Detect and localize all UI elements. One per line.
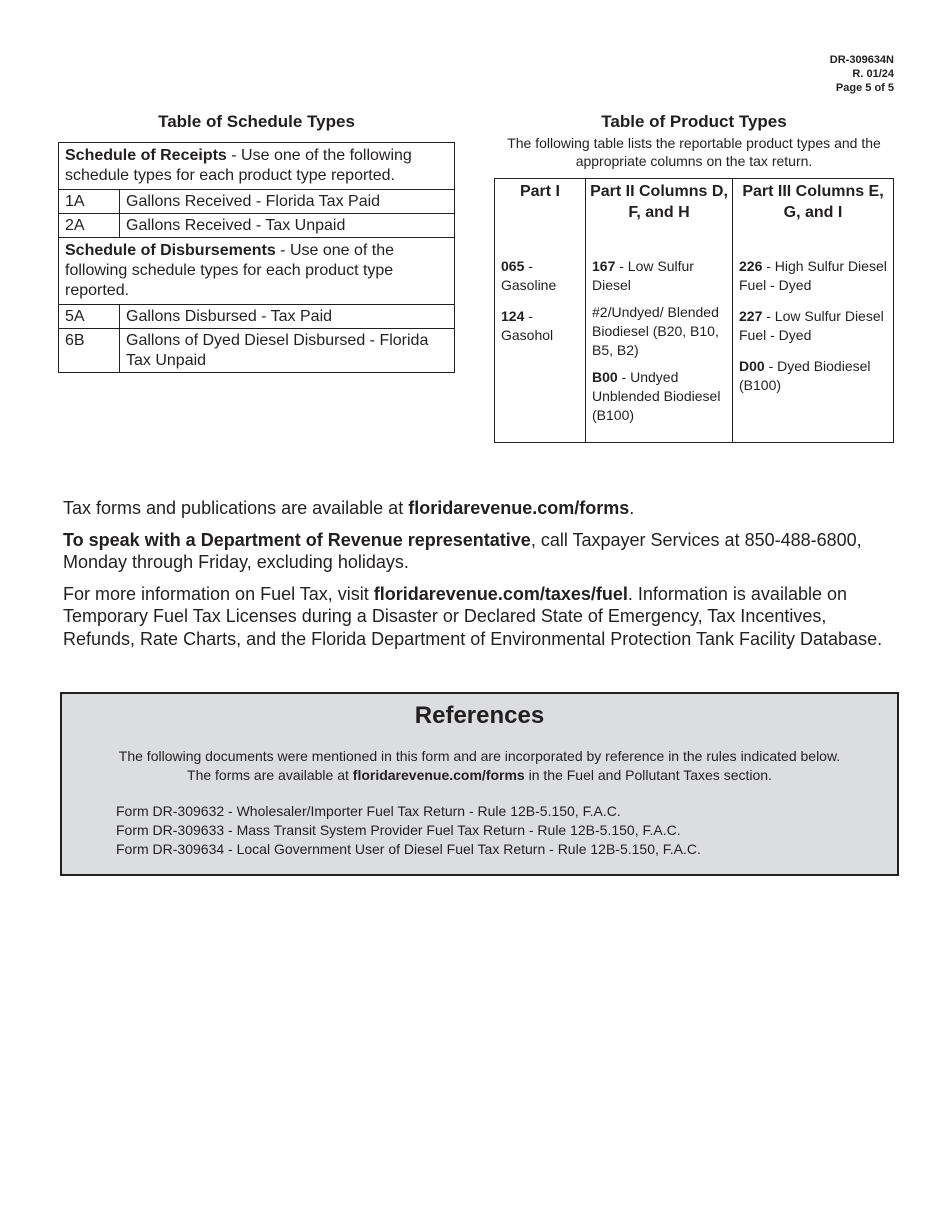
schedule-types-title: Table of Schedule Types — [158, 112, 355, 131]
schedule-description: Gallons Disbursed - Tax Paid — [120, 305, 455, 329]
product-item — [501, 307, 579, 345]
references-intro-line1: The following documents were mentioned in this form and are incorporated by reference in the rules indicated below. — [118, 748, 841, 764]
list-item: Form DR-309632 - Wholesaler/Importer Fuel Tax Return - Rule 12B-5.150, F.A.C. — [116, 803, 621, 819]
product-code: 124 — [501, 307, 525, 324]
table-row — [59, 190, 455, 214]
table-row — [59, 329, 455, 373]
schedule-code: 1A — [59, 190, 120, 214]
part2-cell — [586, 255, 733, 443]
list-item: Form DR-309633 - Mass Transit System Provider Fuel Tax Return - Rule 12B-5.150, F.A.C. — [116, 822, 681, 838]
product-item — [501, 257, 579, 295]
product-desc: - Low Sulfur Diesel Fuel - Dyed — [739, 307, 884, 343]
forms-availability-paragraph — [63, 497, 893, 520]
references-list — [116, 802, 897, 859]
list-item: Form DR-309634 - Local Government User of Diesel Fuel Tax Return - Rule 12B-5.150, F.A.C. — [116, 841, 701, 857]
references-title: References — [414, 702, 545, 729]
contact-details: , call Taxpayer Services at 850-488-6800, Monday through Friday, excluding holidays. — [63, 529, 862, 572]
product-item — [592, 368, 726, 425]
form-identifier — [830, 53, 894, 95]
page-number: Page 5 of 5 — [835, 82, 894, 94]
info-section — [63, 497, 893, 659]
product-desc: - Low Sulfur Diesel — [592, 257, 694, 293]
table-row — [59, 214, 455, 238]
product-code: 065 — [501, 257, 525, 274]
receipts-description: - Use one of the following schedule types for each product type reported. — [65, 147, 412, 184]
product-header-row — [495, 179, 894, 255]
references-intro — [62, 747, 897, 785]
contact-paragraph — [63, 529, 893, 574]
schedule-code: 6B — [59, 329, 120, 373]
part1-cell — [495, 255, 586, 443]
product-code: 227 — [739, 307, 763, 324]
form-number: DR-309634N — [829, 54, 894, 66]
product-desc: - Gasoline — [501, 257, 557, 293]
product-code: 226 — [739, 257, 763, 274]
text: Tax forms and publications are available at — [63, 498, 409, 518]
table-row — [59, 305, 455, 329]
product-item — [592, 303, 726, 360]
schedule-code: 5A — [59, 305, 120, 329]
disbursements-description: - Use one of the following schedule types for each product type reported. — [65, 242, 395, 299]
schedule-code: 2A — [59, 214, 120, 238]
text: . Information is available on Temporary Fuel Tax Licenses during a Disaster or Declared State of Emergency, Tax Incentives, Refunds, Rate Charts, and the Florida Department of Environmental Protection Tank Facility Database. — [63, 583, 883, 649]
disbursements-heading: Schedule of Disbursements — [65, 242, 276, 259]
receipts-heading-row — [59, 143, 455, 190]
text: For more information on Fuel Tax, visit — [63, 583, 374, 604]
product-body-row — [495, 255, 894, 443]
product-desc: #2/Undyed/ Blended Biodiesel (B20, B10, B5, B2) — [592, 303, 719, 358]
disbursements-heading-row — [59, 238, 455, 305]
product-item — [592, 257, 726, 295]
product-code: 167 — [592, 257, 616, 274]
product-desc: - High Sulfur Diesel Fuel - Dyed — [739, 257, 887, 293]
product-types-subtitle: The following table lists the reportable product types and the appropriate columns on the tax return. — [507, 135, 881, 169]
forms-link[interactable]: floridarevenue.com/forms — [408, 498, 630, 518]
schedule-description: Gallons Received - Florida Tax Paid — [120, 190, 455, 214]
product-item — [739, 307, 887, 345]
fuel-tax-link[interactable]: floridarevenue.com/taxes/fuel — [373, 583, 628, 604]
contact-lead: To speak with a Department of Revenue representative — [63, 529, 531, 550]
product-desc: - Undyed Unblended Biodiesel (B100) — [592, 368, 721, 423]
references-box — [60, 692, 899, 876]
product-desc: - Dyed Biodiesel (B100) — [739, 357, 871, 393]
col-header-part1: Part I — [495, 179, 586, 255]
product-code: B00 — [592, 368, 618, 385]
text: in the Fuel and Pollutant Taxes section. — [524, 767, 772, 783]
fuel-info-paragraph — [63, 583, 893, 651]
product-item — [739, 357, 887, 395]
col-header-part2: Part II Columns D, F, and H — [586, 179, 733, 255]
product-item — [739, 257, 887, 295]
product-desc: - Gasohol — [501, 307, 554, 343]
text: The forms are available at — [187, 767, 353, 783]
schedule-types-table — [58, 142, 455, 373]
receipts-heading: Schedule of Receipts — [65, 147, 227, 164]
text: . — [629, 498, 635, 518]
schedule-description: Gallons Received - Tax Unpaid — [120, 214, 455, 238]
product-types-title: Table of Product Types — [601, 112, 787, 131]
schedule-description: Gallons of Dyed Diesel Disbursed - Florida Tax Unpaid — [120, 329, 455, 373]
references-intro-line2 — [62, 766, 897, 785]
references-forms-link[interactable]: floridarevenue.com/forms — [352, 767, 525, 783]
product-code: D00 — [739, 357, 765, 374]
part3-cell — [733, 255, 894, 443]
product-types-table — [494, 178, 894, 443]
col-header-part3: Part III Columns E, G, and I — [733, 179, 894, 255]
form-revision: R. 01/24 — [852, 68, 894, 80]
